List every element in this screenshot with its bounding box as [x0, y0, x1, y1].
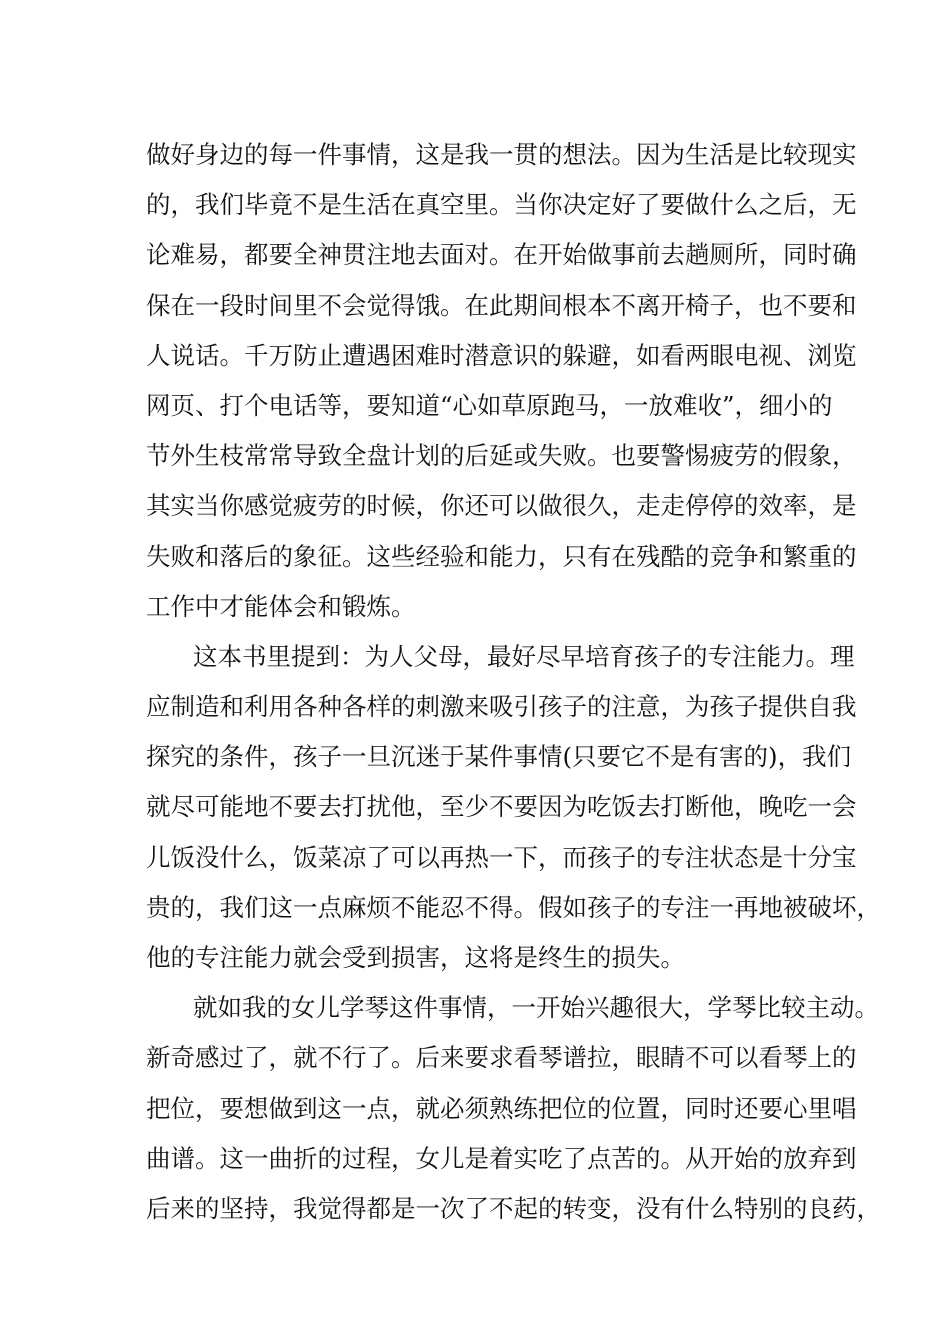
- text-line: 后来的坚持，我觉得都是一次了不起的转变，没有什么特别的良药，: [146, 1193, 881, 1223]
- paragraph-first-line: 这本书里提到：为人父母，最好尽早培育孩子的专注能力。理: [193, 641, 855, 671]
- text-line: 的，我们毕竟不是生活在真空里。当你决定好了要做什么之后，无: [146, 190, 857, 220]
- body-text: [146, 130, 881, 1234]
- text-line: 论难易，都要全神贯注地去面对。在开始做事前去趟厕所，同时确: [146, 240, 857, 270]
- text-line: 就尽可能地不要去打扰他，至少不要因为吃饭去打断他，晚吃一会: [146, 792, 857, 822]
- text-line: 把位，要想做到这一点，就必须熟练把位的位置，同时还要心里唱: [146, 1093, 857, 1123]
- paragraph-first-line: 就如我的女儿学琴这件事情，一开始兴趣很大，学琴比较主动。: [193, 993, 879, 1023]
- text-line: 贵的，我们这一点麻烦不能忍不得。假如孩子的专注一再地被破坏，: [146, 892, 881, 922]
- text-line: 网页、打个电话等，要知道“心如草原跑马，一放难收”，细小的: [146, 390, 833, 420]
- text-line: 人说话。千万防止遭遇困难时潜意识的躲避，如看两眼电视、浏览: [146, 340, 857, 370]
- text-line: 失败和落后的象征。这些经验和能力，只有在残酷的竞争和繁重的: [146, 541, 857, 571]
- text-line: 儿饭没什么，饭菜凉了可以再热一下，而孩子的专注状态是十分宝: [146, 842, 857, 872]
- text-line: 节外生枝常常导致全盘计划的后延或失败。也要警惕疲劳的假象，: [146, 441, 857, 471]
- text-line: 其实当你感觉疲劳的时候，你还可以做很久，走走停停的效率，是: [146, 491, 857, 521]
- text-line: 保在一段时间里不会觉得饿。在此期间根本不离开椅子，也不要和: [146, 290, 857, 320]
- text-line: 做好身边的每一件事情，这是我一贯的想法。因为生活是比较现实: [146, 140, 857, 169]
- text-line: 新奇感过了，就不行了。后来要求看琴谱拉，眼睛不可以看琴上的: [146, 1043, 857, 1073]
- text-line: 应制造和利用各种各样的刺激来吸引孩子的注意，为孩子提供自我: [146, 692, 857, 722]
- text-line: 他的专注能力就会受到损害，这将是终生的损失。: [146, 943, 685, 972]
- text-line: 探究的条件，孩子一旦沉迷于某件事情(只要它不是有害的)，我们: [146, 742, 852, 772]
- text-line: 曲谱。这一曲折的过程，女儿是着实吃了点苦的。从开始的放弃到: [146, 1143, 857, 1173]
- text-line: 工作中才能体会和锻炼。: [146, 591, 416, 621]
